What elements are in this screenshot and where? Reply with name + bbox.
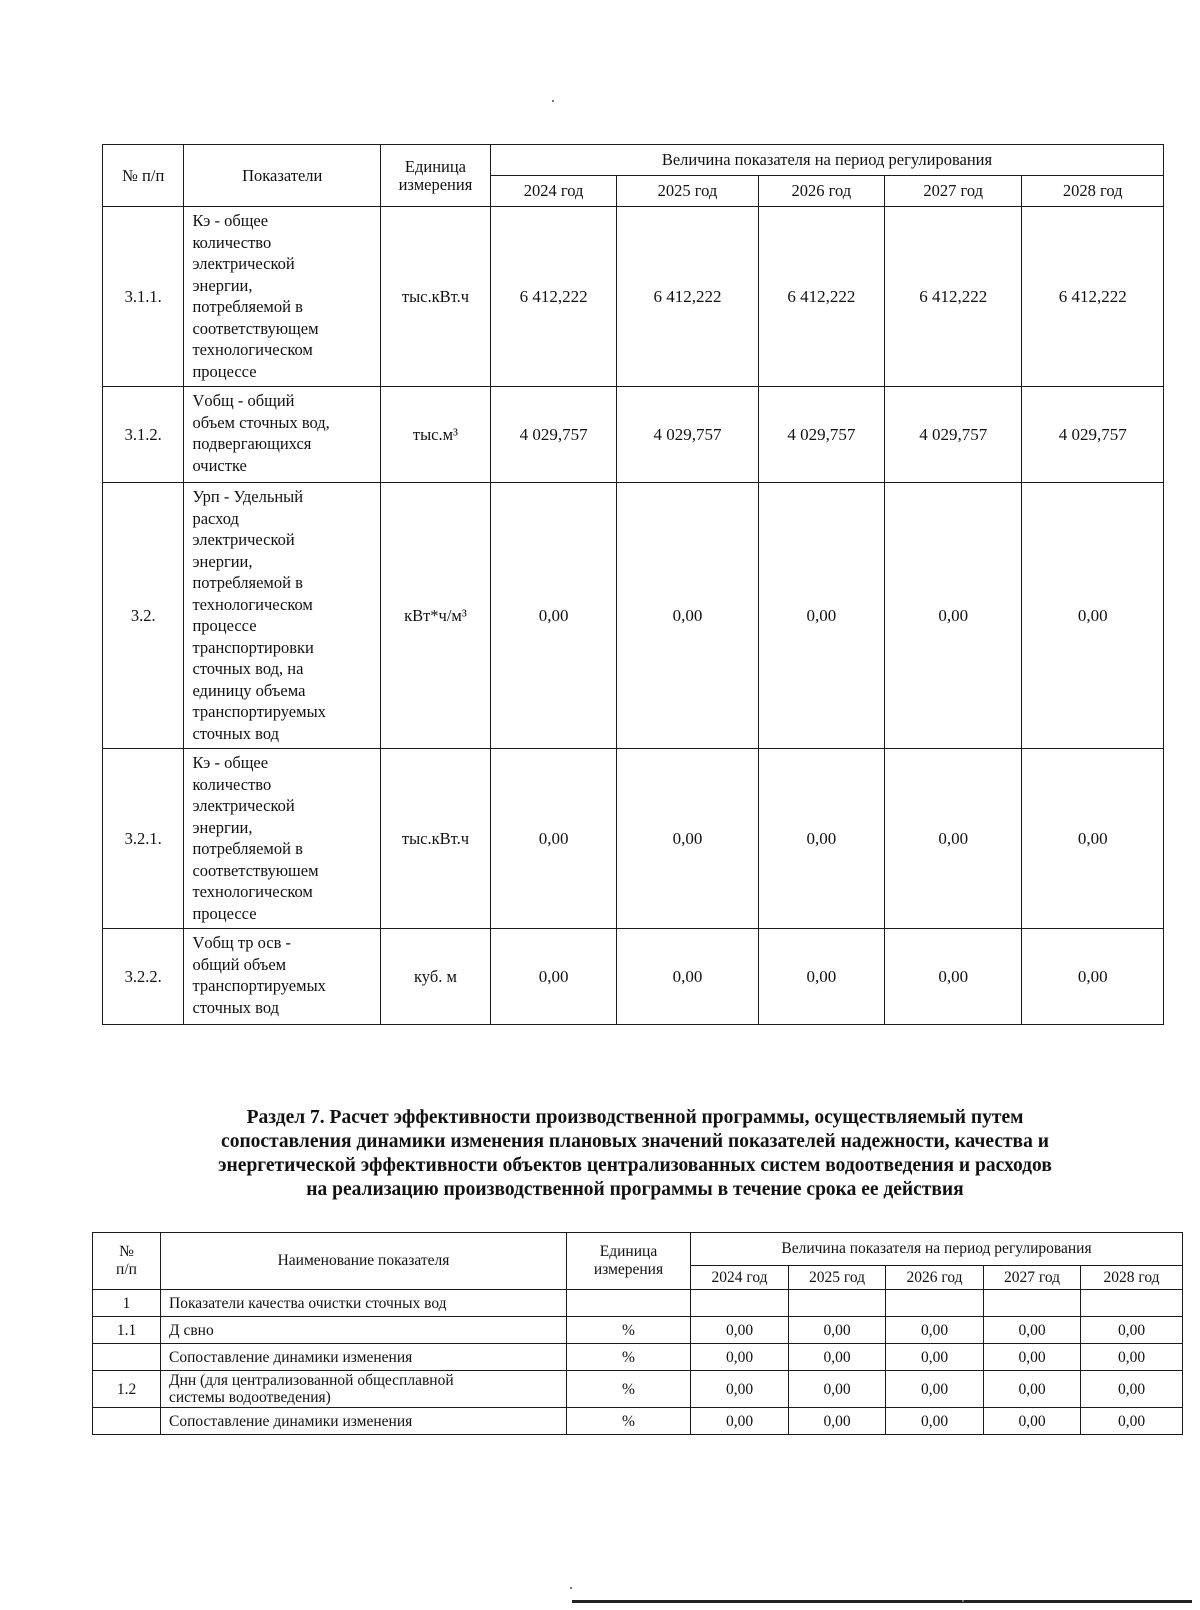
unit-cell: тыс.кВт.ч bbox=[380, 749, 490, 929]
indicator-line: процессе bbox=[192, 903, 257, 923]
table-row bbox=[93, 1290, 1183, 1317]
value-cell: 0,00 bbox=[691, 1408, 789, 1435]
section-title-line: Раздел 7. Расчет эффективности производственной программы, осуществляемый путем bbox=[246, 1107, 1024, 1128]
indicator-name: Сопоставление динамики изменения bbox=[161, 1408, 567, 1435]
col-header-period: Величина показателя на период регулирования bbox=[691, 1233, 1183, 1266]
value-cell: 0,00 bbox=[1081, 1344, 1183, 1371]
value-cell: 0,00 bbox=[884, 749, 1021, 929]
indicator-line: энергии, bbox=[192, 817, 253, 837]
value-cell: 0,00 bbox=[884, 929, 1021, 1025]
indicator-line: Днн (для централизованной общесплавной bbox=[169, 1372, 454, 1389]
scan-speck bbox=[552, 100, 554, 102]
col-header-year: 2028 год bbox=[1022, 176, 1164, 207]
col-header-num bbox=[93, 1233, 161, 1290]
indicator-line: энергии, bbox=[192, 551, 253, 571]
indicator-line: объем сточных вод, bbox=[192, 412, 330, 432]
value-cell: 0,00 bbox=[1022, 483, 1164, 749]
indicator-name: Сопоставление динамики изменения bbox=[161, 1344, 567, 1371]
value-cell bbox=[984, 1290, 1081, 1317]
unit-cell: % bbox=[567, 1408, 691, 1435]
value-cell: 6 412,222 bbox=[490, 207, 616, 387]
value-cell: 0,00 bbox=[886, 1344, 984, 1371]
value-cell: 0,00 bbox=[691, 1317, 789, 1344]
value-cell: 0,00 bbox=[1022, 749, 1164, 929]
indicator-line: электрической bbox=[192, 254, 295, 273]
indicator-line: технологическом bbox=[192, 594, 313, 614]
value-cell: 0,00 bbox=[984, 1371, 1081, 1408]
unit-cell: куб. м bbox=[380, 929, 490, 1025]
value-cell: 0,00 bbox=[984, 1408, 1081, 1435]
section-title-line: на реализацию производственной программы в течение срока ее действия bbox=[306, 1179, 964, 1200]
unit-cell: % bbox=[567, 1317, 691, 1344]
indicator-name bbox=[161, 1371, 567, 1408]
section-title bbox=[120, 1106, 1150, 1202]
value-cell: 0,00 bbox=[1022, 929, 1164, 1025]
value-cell: 0,00 bbox=[886, 1371, 984, 1408]
col-header-year: 2026 год bbox=[758, 176, 884, 207]
table-row bbox=[103, 929, 1164, 1025]
col-header-year: 2025 год bbox=[617, 176, 759, 207]
value-cell: 6 412,222 bbox=[617, 207, 759, 387]
indicator-line: электрической bbox=[192, 796, 295, 815]
indicator-line: Vобщ тр осв - bbox=[192, 933, 292, 952]
indicator-line: системы водоотведения) bbox=[169, 1389, 331, 1406]
value-cell: 0,00 bbox=[884, 483, 1021, 749]
value-cell: 0,00 bbox=[691, 1344, 789, 1371]
value-cell: 0,00 bbox=[789, 1317, 886, 1344]
unit-cell: % bbox=[567, 1371, 691, 1408]
efficiency-table bbox=[92, 1232, 1183, 1435]
value-cell: 0,00 bbox=[617, 929, 759, 1025]
table-row bbox=[93, 1371, 1183, 1408]
scan-speck bbox=[962, 1600, 964, 1602]
indicators-table bbox=[102, 144, 1164, 1025]
col-header-year: 2027 год bbox=[884, 176, 1021, 207]
indicator-name bbox=[184, 749, 381, 929]
indicator-line: сточных вод bbox=[192, 997, 280, 1017]
value-cell: 0,00 bbox=[789, 1408, 886, 1435]
indicator-line: процессе bbox=[192, 361, 257, 381]
row-number: 3.1.1. bbox=[103, 207, 184, 387]
col-header-year: 2024 год bbox=[490, 176, 616, 207]
value-cell: 4 029,757 bbox=[884, 387, 1021, 483]
row-number: 3.1.2. bbox=[103, 387, 184, 483]
value-cell bbox=[691, 1290, 789, 1317]
col-header-num-line: № bbox=[119, 1243, 134, 1260]
unit-cell: тыс.м³ bbox=[380, 387, 490, 483]
value-cell: 4 029,757 bbox=[758, 387, 884, 483]
unit-cell: % bbox=[567, 1344, 691, 1371]
value-cell: 0,00 bbox=[1081, 1408, 1183, 1435]
col-header-year: 2027 год bbox=[984, 1266, 1081, 1290]
unit-cell: кВт*ч/м³ bbox=[380, 483, 490, 749]
value-cell: 0,00 bbox=[886, 1317, 984, 1344]
indicator-name bbox=[184, 387, 381, 483]
value-cell: 4 029,757 bbox=[490, 387, 616, 483]
value-cell: 0,00 bbox=[1081, 1317, 1183, 1344]
row-number: 3.2.2. bbox=[103, 929, 184, 1025]
value-cell: 0,00 bbox=[789, 1371, 886, 1408]
indicator-line: Урп - Удельный bbox=[192, 487, 304, 506]
unit-cell bbox=[567, 1290, 691, 1317]
indicator-line: транспортировки bbox=[192, 637, 314, 657]
indicator-line: Vобщ - общий bbox=[192, 391, 295, 410]
indicator-line: электрической bbox=[192, 530, 295, 549]
indicator-line: очистке bbox=[192, 455, 247, 475]
col-header-name: Наименование показателя bbox=[161, 1233, 567, 1290]
indicator-line: подвергающихся bbox=[192, 434, 312, 453]
scan-speck bbox=[570, 1587, 572, 1589]
indicator-line: сточных вод, на bbox=[192, 659, 304, 678]
table-row bbox=[103, 387, 1164, 483]
value-cell: 0,00 bbox=[490, 749, 616, 929]
value-cell: 0,00 bbox=[886, 1408, 984, 1435]
table-row bbox=[93, 1408, 1183, 1435]
value-cell: 4 029,757 bbox=[1022, 387, 1164, 483]
indicator-line: технологическом bbox=[192, 340, 313, 359]
indicator-line: расход bbox=[192, 508, 239, 528]
indicator-line: транспортируемых bbox=[192, 702, 326, 721]
indicator-name bbox=[184, 483, 381, 749]
table-row bbox=[93, 1317, 1183, 1344]
indicator-line: общий объем bbox=[192, 954, 287, 974]
indicator-line: сточных вод bbox=[192, 723, 280, 743]
row-number bbox=[93, 1344, 161, 1371]
indicator-line: технологическом bbox=[192, 882, 313, 901]
indicator-line: потребляемой в bbox=[192, 297, 303, 316]
value-cell: 0,00 bbox=[1081, 1371, 1183, 1408]
indicator-line: энергии, bbox=[192, 275, 253, 295]
col-header-year: 2024 год bbox=[691, 1266, 789, 1290]
value-cell: 0,00 bbox=[758, 483, 884, 749]
value-cell: 6 412,222 bbox=[884, 207, 1021, 387]
value-cell bbox=[789, 1290, 886, 1317]
indicator-line: количество bbox=[192, 232, 272, 252]
indicator-line: соответствуюшем bbox=[192, 860, 319, 880]
row-number: 1.1 bbox=[93, 1317, 161, 1344]
value-cell: 0,00 bbox=[490, 483, 616, 749]
col-header-num-line: п/п bbox=[116, 1261, 137, 1278]
value-cell bbox=[1081, 1290, 1183, 1317]
col-header-indicator: Показатели bbox=[184, 145, 381, 207]
indicator-line: количество bbox=[192, 774, 272, 794]
indicator-name: Показатели качества очистки сточных вод bbox=[161, 1290, 567, 1317]
indicator-name bbox=[184, 929, 381, 1025]
table-row bbox=[103, 207, 1164, 387]
indicator-line: соответствующем bbox=[192, 318, 319, 338]
unit-cell: тыс.кВт.ч bbox=[380, 207, 490, 387]
row-number: 3.2.1. bbox=[103, 749, 184, 929]
section-title-line: сопоставления динамики изменения плановых значений показателей надежности, качества и bbox=[221, 1131, 1049, 1152]
value-cell: 0,00 bbox=[789, 1344, 886, 1371]
value-cell: 0,00 bbox=[758, 749, 884, 929]
indicator-line: Кэ - общее bbox=[192, 211, 269, 230]
indicator-line: Кэ - общее bbox=[192, 753, 269, 772]
indicator-name bbox=[184, 207, 381, 387]
col-header-period: Величина показателя на период регулирования bbox=[490, 145, 1163, 176]
col-header-year: 2028 год bbox=[1081, 1266, 1183, 1290]
value-cell: 0,00 bbox=[984, 1317, 1081, 1344]
section-title-line: энергетической эффективности объектов централизованных систем водоотведения и расходов bbox=[218, 1155, 1052, 1176]
indicator-name: Д свно bbox=[161, 1317, 567, 1344]
col-header-num: № п/п bbox=[103, 145, 184, 207]
value-cell bbox=[886, 1290, 984, 1317]
value-cell: 6 412,222 bbox=[1022, 207, 1164, 387]
table-row bbox=[93, 1344, 1183, 1371]
row-number bbox=[93, 1408, 161, 1435]
row-number: 1 bbox=[93, 1290, 161, 1317]
indicator-line: транспортируемых bbox=[192, 976, 326, 995]
value-cell: 0,00 bbox=[691, 1371, 789, 1408]
value-cell: 0,00 bbox=[490, 929, 616, 1025]
value-cell: 6 412,222 bbox=[758, 207, 884, 387]
indicator-line: потребляемой в bbox=[192, 839, 303, 858]
col-header-unit: Единица измерения bbox=[380, 145, 490, 207]
row-number: 1.2 bbox=[93, 1371, 161, 1408]
indicator-line: потребляемой в bbox=[192, 573, 303, 592]
table-row bbox=[103, 749, 1164, 929]
value-cell: 0,00 bbox=[984, 1344, 1081, 1371]
row-number: 3.2. bbox=[103, 483, 184, 749]
indicator-line: процессе bbox=[192, 616, 257, 635]
col-header-year: 2026 год bbox=[886, 1266, 984, 1290]
table-row bbox=[103, 483, 1164, 749]
value-cell: 4 029,757 bbox=[617, 387, 759, 483]
col-header-unit: Единица измерения bbox=[567, 1233, 691, 1290]
value-cell: 0,00 bbox=[617, 749, 759, 929]
col-header-year: 2025 год bbox=[789, 1266, 886, 1290]
value-cell: 0,00 bbox=[617, 483, 759, 749]
indicator-line: единицу объема bbox=[192, 680, 306, 700]
scan-edge-line bbox=[572, 1600, 1192, 1603]
value-cell: 0,00 bbox=[758, 929, 884, 1025]
